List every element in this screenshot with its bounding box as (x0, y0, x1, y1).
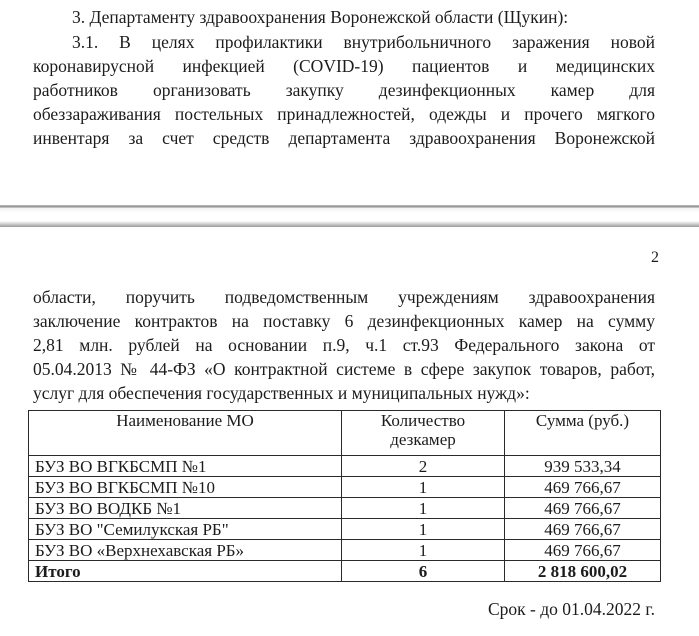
cell-mo-name: БУЗ ВО ВОДКБ №1 (29, 498, 342, 519)
table-row (29, 540, 661, 561)
total-label: Итого (29, 561, 342, 582)
cell-quantity: 1 (342, 540, 505, 561)
paragraph-line: заключение контрактов на поставку 6 дезинфекционных камер на сумму (33, 311, 655, 331)
table-row (29, 456, 661, 477)
deadline-text: Срок - до 01.04.2022 г. (488, 599, 655, 619)
paragraph-line: 05.04.2013 № 44-ФЗ «О контрактной системе в сфере закупок товаров, работ, (33, 359, 655, 379)
table-row (29, 519, 661, 540)
cell-quantity: 1 (342, 519, 505, 540)
paragraph-line: коронавирусной инфекцией (COVID-19) пациентов и медицинских (33, 56, 655, 76)
paragraph-line: работников организовать закупку дезинфекционных камер для (33, 80, 655, 100)
header-sum: Сумма (руб.) (505, 411, 661, 456)
cell-sum: 939 533,34 (505, 456, 661, 477)
cell-sum: 469 766,67 (505, 540, 661, 561)
cell-sum: 469 766,67 (505, 519, 661, 540)
cell-sum: 469 766,67 (505, 498, 661, 519)
cell-mo-name: БУЗ ВО ВГКБСМП №1 (29, 456, 342, 477)
total-sum: 2 818 600,02 (505, 561, 661, 582)
page-separator (0, 205, 699, 227)
paragraph-line: 3.1. В целях профилактики внутрибольничного заражения новой (72, 32, 655, 52)
table-header-row (29, 411, 661, 456)
table-row (29, 498, 661, 519)
cell-quantity: 2 (342, 456, 505, 477)
cell-sum: 469 766,67 (505, 477, 661, 498)
table-total-row (29, 561, 661, 582)
document-page-1 (0, 0, 699, 205)
cell-quantity: 1 (342, 498, 505, 519)
cell-mo-name: БУЗ ВО ВГКБСМП №10 (29, 477, 342, 498)
disinfection-chambers-table (28, 410, 661, 582)
cell-quantity: 1 (342, 477, 505, 498)
cell-mo-name: БУЗ ВО «Верхнехавская РБ» (29, 540, 342, 561)
paragraph-line: услуг для обеспечения государственных и муниципальных нужд»: (33, 383, 530, 403)
paragraph-line: обеззараживания постельных принадлежностей, одежды и прочего мягкого (33, 104, 655, 124)
document-page-2 (0, 227, 699, 636)
cell-mo-name: БУЗ ВО "Семилукская РБ" (29, 519, 342, 540)
header-mo-name: Наименование МО (29, 411, 342, 456)
paragraph-line: области, поручить подведомственным учреждениям здравоохранения (33, 287, 655, 307)
paragraph-line: 2,81 млн. рублей на основании п.9, ч.1 ст.93 Федерального закона от (33, 335, 655, 355)
page-number: 2 (651, 249, 659, 266)
section-3-heading: 3. Департаменту здравоохранения Воронежской области (Щукин): (72, 7, 569, 27)
table-row (29, 477, 661, 498)
total-quantity: 6 (342, 561, 505, 582)
paragraph-line: инвентаря за счет средств департамента здравоохранения Воронежской (33, 128, 655, 148)
header-quantity: Количество дезкамер (342, 411, 505, 456)
